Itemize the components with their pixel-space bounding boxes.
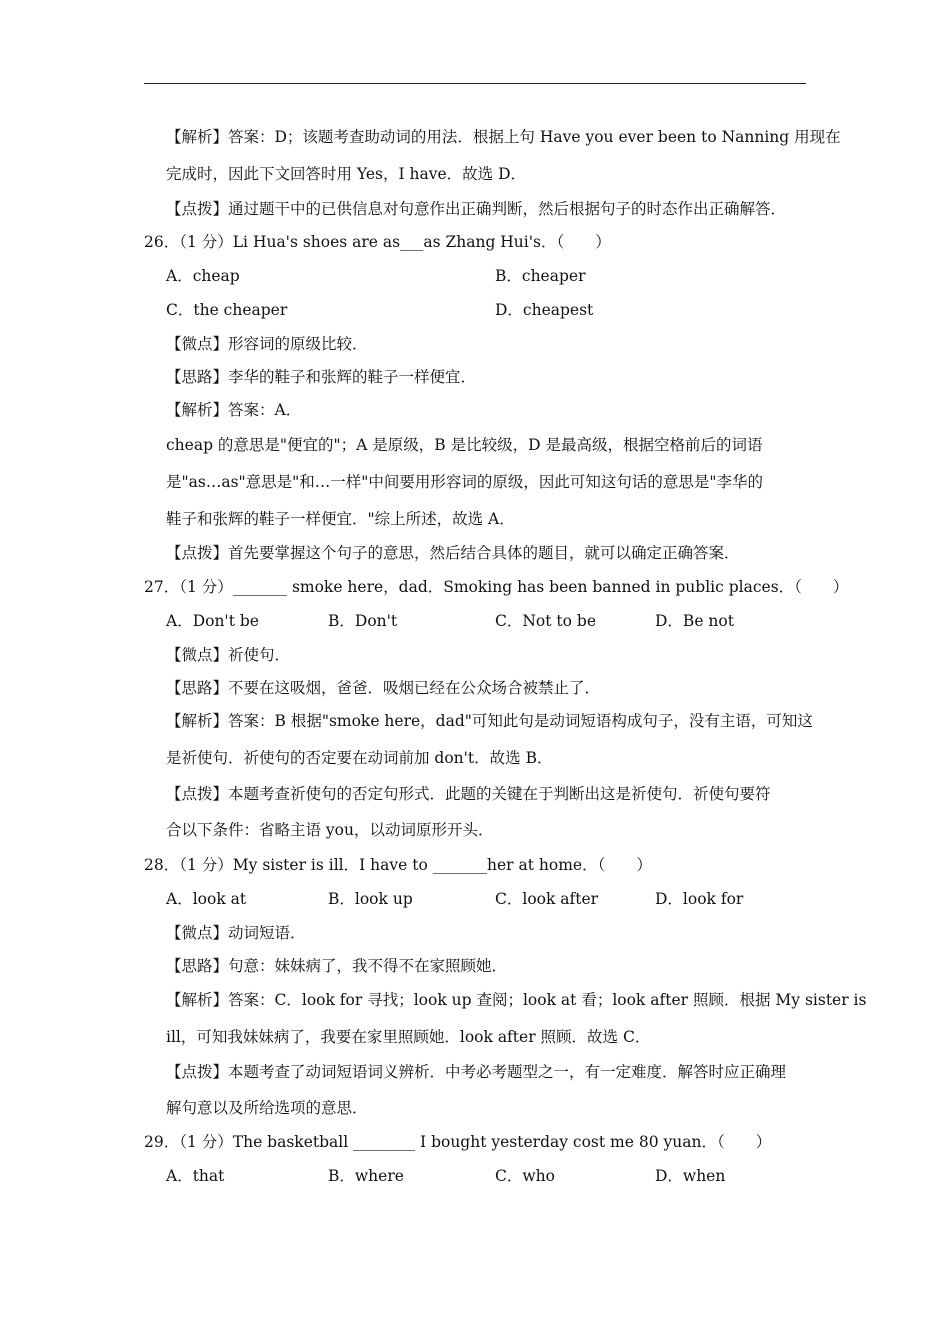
q29-option-a: A．that bbox=[166, 1167, 225, 1185]
q26-tip: 【点拨】首先要掌握这个句子的意思，然后结合具体的题目，就可以确定正确答案． bbox=[166, 544, 740, 562]
q26-stem: 26．（1 分）Li Hua's shoes are as___as Zhang Hui's．（ ） bbox=[144, 233, 611, 251]
q26-option-d: D．cheapest bbox=[495, 301, 594, 319]
prev-tip: 【点拨】通过题干中的已供信息对句意作出正确判断，然后根据句子的时态作出正确解答． bbox=[166, 200, 787, 218]
q29-option-c: C．who bbox=[495, 1167, 555, 1185]
q27-tip-line-1: 【点拨】本题考查祈使句的否定句形式．此题的关键在于判断出这是祈使句．祈使句要符 bbox=[166, 785, 771, 803]
q29-option-b: B．where bbox=[328, 1167, 404, 1185]
q26-option-a: A．cheap bbox=[166, 267, 240, 285]
q27-idea: 【思路】不要在这吸烟，爸爸．吸烟已经在公众场合被禁止了． bbox=[166, 679, 601, 697]
q29-option-d: D．when bbox=[655, 1167, 726, 1185]
q27-tip-line-2: 合以下条件：省略主语 you，以动词原形开头． bbox=[166, 821, 494, 839]
q28-option-d: D．look for bbox=[655, 890, 744, 908]
q28-option-c: C．look after bbox=[495, 890, 599, 908]
q29-stem: 29．（1 分）The basketball ________ I bought yesterday cost me 80 yuan．（ ） bbox=[144, 1133, 772, 1151]
q26-analysis-line-3: 是"as…as"意思是"和…一样"中间要用形容词的原级，因此可知这句话的意思是"李华的 bbox=[166, 473, 764, 491]
q26-option-c: C．the cheaper bbox=[166, 301, 288, 319]
q27-option-a: A．Don't be bbox=[166, 612, 259, 630]
q27-analysis-line-2: 是祈使句．祈使句的否定要在动词前加 don't．故选 B． bbox=[166, 749, 553, 767]
q27-option-d: D．Be not bbox=[655, 612, 734, 630]
q26-option-b: B．cheaper bbox=[495, 267, 586, 285]
q27-analysis-line-1: 【解析】答案：B 根据"smoke here，dad"可知此句是动词短语构成句子，没有主语，可知这 bbox=[166, 712, 813, 730]
q27-option-b: B．Don't bbox=[328, 612, 398, 630]
prev-analysis-line-1: 【解析】答案：D；该题考查助动词的用法．根据上句 Have you ever been to Nanning 用现在 bbox=[166, 128, 841, 146]
q26-idea: 【思路】李华的鞋子和张辉的鞋子一样便宜． bbox=[166, 368, 477, 386]
prev-analysis-line-2: 完成时，因此下文回答时用 Yes，I have．故选 D． bbox=[166, 165, 526, 183]
q28-point: 【微点】动词短语． bbox=[166, 924, 306, 942]
header-rule bbox=[144, 83, 806, 84]
q28-tip-line-2: 解句意以及所给选项的意思． bbox=[166, 1099, 368, 1117]
q26-analysis-line-2: cheap 的意思是"便宜的"；A 是原级，B 是比较级，D 是最高级，根据空格前后的词语 bbox=[166, 436, 763, 454]
q28-stem: 28．（1 分）My sister is ill．I have to _______her at home．（ ） bbox=[144, 856, 652, 874]
q26-analysis-line-4: 鞋子和张辉的鞋子一样便宜．"综上所述，故选 A． bbox=[166, 510, 515, 528]
q28-idea: 【思路】句意：妹妹病了，我不得不在家照顾她． bbox=[166, 957, 508, 975]
q28-option-a: A．look at bbox=[166, 890, 247, 908]
q28-option-b: B．look up bbox=[328, 890, 413, 908]
q27-point: 【微点】祈使句． bbox=[166, 646, 291, 664]
q27-stem: 27．（1 分）_______ smoke here，dad．Smoking has been banned in public places．（ ） bbox=[144, 578, 849, 596]
q26-point: 【微点】形容词的原级比较． bbox=[166, 335, 368, 353]
q27-option-c: C．Not to be bbox=[495, 612, 596, 630]
q28-analysis-line-2: ill，可知我妹妹病了，我要在家里照顾她．look after 照顾．故选 C． bbox=[166, 1028, 651, 1046]
q28-tip-line-1: 【点拨】本题考查了动词短语词义辨析．中考必考题型之一，有一定难度．解答时应正确理 bbox=[166, 1063, 787, 1081]
q26-analysis-line-1: 【解析】答案：A． bbox=[166, 401, 302, 419]
q28-analysis-line-1: 【解析】答案：C．look for 寻找；look up 查阅；look at 看；look after 照顾．根据 My sister is bbox=[166, 991, 867, 1009]
